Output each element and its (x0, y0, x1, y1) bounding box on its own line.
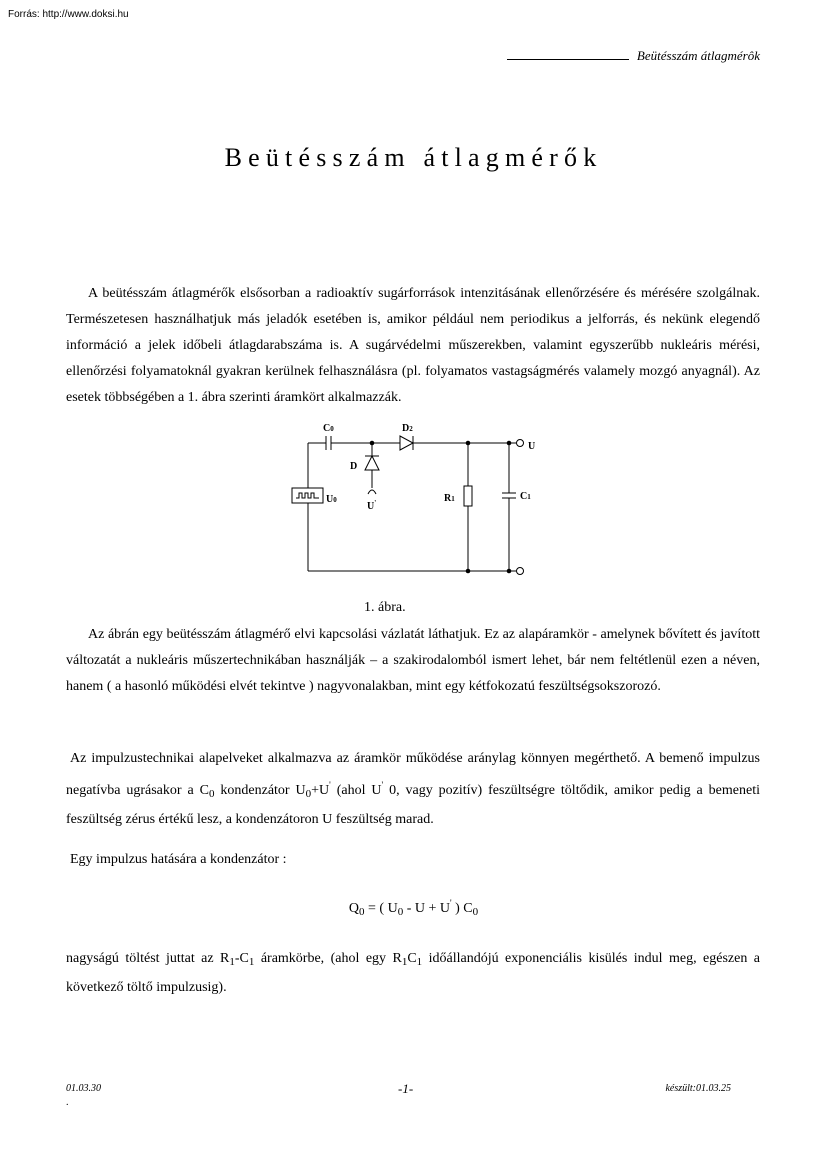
label-u-out: U (528, 441, 536, 452)
running-title: Beütésszám átlagmérôk (636, 48, 760, 63)
sup-prime-1: ' (329, 780, 331, 790)
label-u-prime: U' (367, 499, 377, 512)
figure-caption: 1. ábra. (364, 600, 406, 615)
u-prime-terminal (368, 490, 376, 494)
sup-prime-2: ' (381, 780, 384, 790)
source-url: Forrás: http://www.doksi.hu (8, 9, 129, 20)
paragraph-operation (66, 746, 760, 833)
sub-c0: 0 (208, 788, 215, 800)
label-c1: C1 (520, 491, 531, 502)
label-c0: C0 (323, 423, 334, 434)
paragraph-impulse: Egy impulzus hatására a kondenzátor : (70, 852, 287, 867)
footer-created: készült:01.03.25 (665, 1083, 731, 1094)
node-r1-top (466, 441, 471, 446)
label-u0: U0 (326, 494, 337, 505)
page-number: -1- (398, 1081, 414, 1096)
paragraph-intro: A beütésszám átlagmérők elsősorban a radioaktív sugárforrások intenzitásának ellenőrzésére és mérésére szolgálnak. Természetesen használhatjuk más jeladók esetében is, amikor például nem periodikus a jelforrás, és nekünk elegendő információ a jelek időbeli átlagdarabszáma is. A sugárvédelmi műszerekben, valamint egyszerűbb nukleáris mérési, ellenőrzési folyamatoknál gyakran kerülnek felhasználásra (pl. folyamatos vastagságmérés valamely mozgó anyagnál). Az esetek többségében a 1. ábra szerinti áramkört alkalmazzák. (66, 286, 760, 405)
p3-text-b: kondenzátor U (214, 783, 306, 798)
p3-text-c: +U (311, 783, 330, 798)
sub-u0: 0 (305, 788, 312, 800)
label-d2: D2 (402, 423, 413, 434)
d-diode-body (365, 456, 379, 470)
circuit-diagram (280, 418, 540, 584)
d2-diode-body (400, 436, 413, 450)
paragraph-description: Az ábrán egy beütésszám átlagmérő elvi kapcsolási vázlatát láthatjuk. Ez az alapáramkör - amelynek bővített és javított változatát a nukleáris műszertechnikában használják – a szakirodalomból ismert lehet, bár nem feltétlenül ezen a néven, hanem ( a hasonló működési elvét tekintve ) nagyvonalakban, mint egy kétfokozatú feszültségsokszorozó. (66, 627, 760, 694)
output-terminal-bottom (517, 568, 524, 575)
node-d (370, 441, 375, 446)
output-terminal-top (517, 440, 524, 447)
paragraph-charge: nagyságú töltést juttat az $R_1-C_1$ áramkörbe, (ahol egy $R_1C_1$ időállandójú exponenciális kisülés indul meg, egészen a következő töltő impulzusig). (66, 951, 760, 995)
p3-text-a: Az impulzustechnikai alapelveket alkalmazva az áramkör működése aránylag könnyen megérthető. A bemenő impulzus negatívba ugrásakor a C (66, 751, 760, 798)
node-r1-bottom (466, 569, 471, 574)
footer-date: 01.03.30 (66, 1083, 101, 1094)
label-d: D (350, 461, 358, 472)
r1-resistor (464, 486, 472, 506)
footer-dot: . (66, 1097, 69, 1108)
page-title: Beütésszám átlagmérők (224, 143, 603, 172)
u0-pulse-symbol (296, 493, 319, 498)
p3-text-e: 0, vagy pozitív) feszültségre töltődik, amikor pedig a bemeneti feszültség zérus értékű lesz, a kondenzátoron U feszültség marad. (66, 783, 760, 827)
charge-formula: $Q_0$ = ( $U_0 - U + U'$ ) $C_0$ (348, 898, 479, 918)
p3-text-d: (ahol U (330, 783, 382, 798)
node-c1-bottom (507, 569, 512, 574)
header-rule (507, 51, 629, 60)
label-r1: R1 (444, 493, 455, 504)
node-c1-top (507, 441, 512, 446)
running-header (507, 48, 760, 64)
